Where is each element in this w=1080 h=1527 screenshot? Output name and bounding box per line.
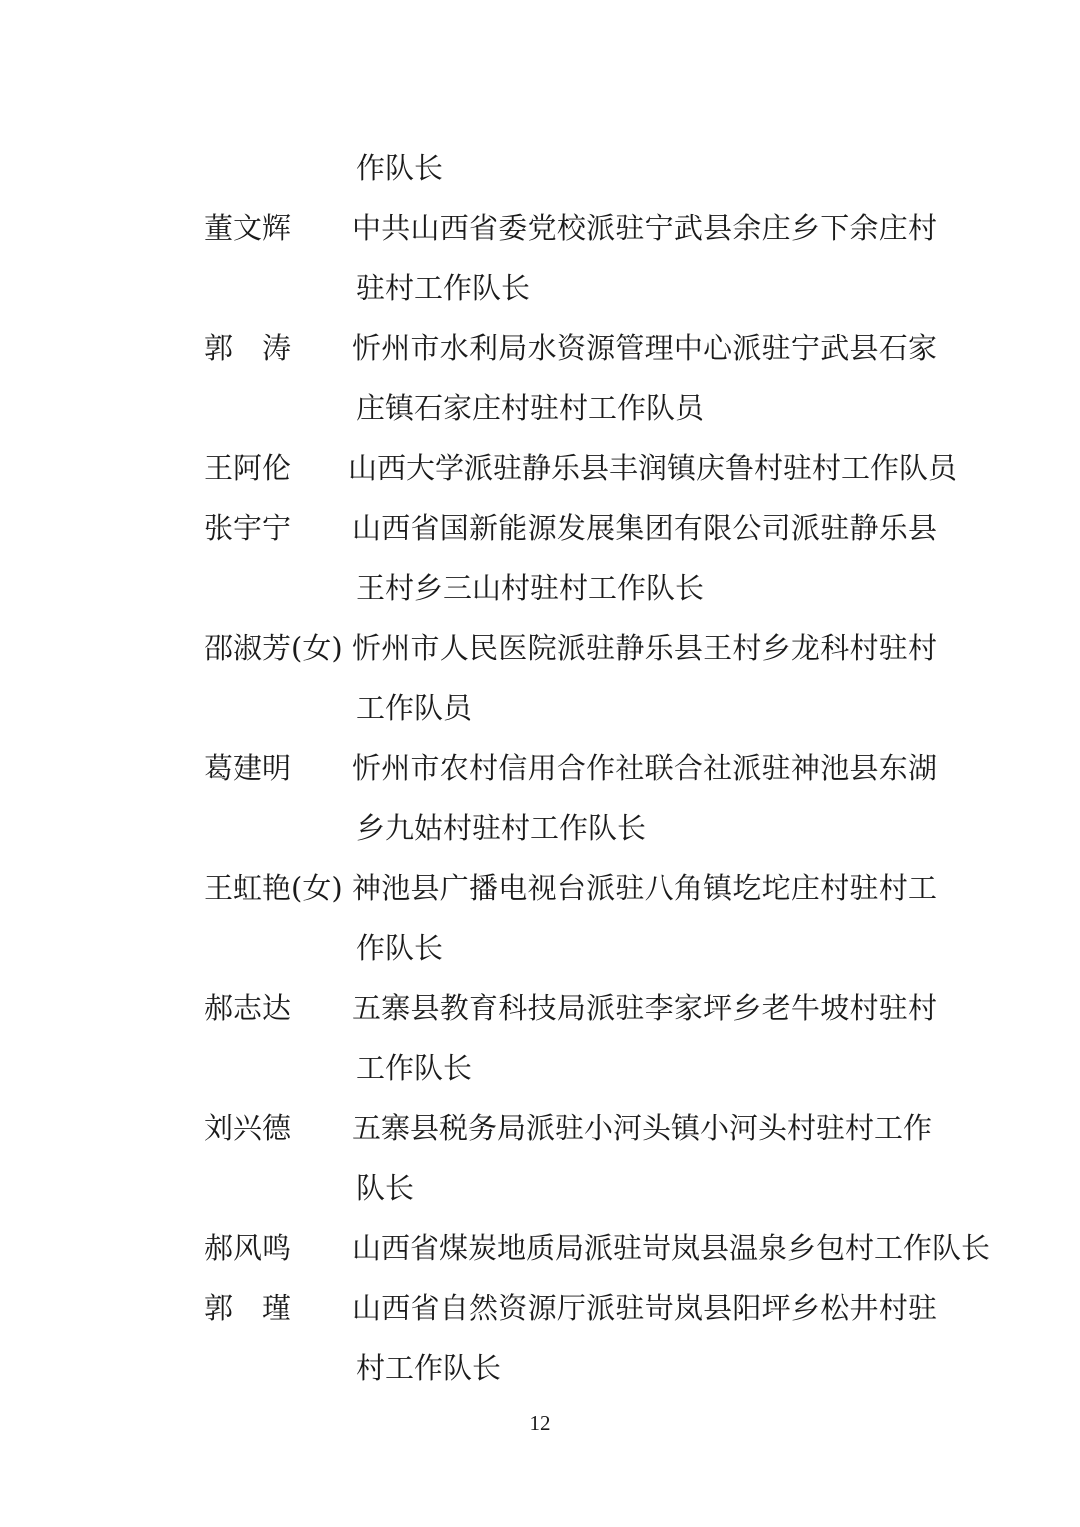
entry-description: 五寨县税务局派驻小河头镇小河头村驻村工作 <box>352 1111 933 1145</box>
entry-description: 山西大学派驻静乐县丰润镇庆鲁村驻村工作队员 <box>348 451 958 485</box>
entry-description-continued: 乡九姑村驻村工作队长 <box>356 811 647 845</box>
entry-name: 刘兴德 <box>204 1111 292 1145</box>
entry-name: 葛建明 <box>204 751 292 785</box>
entry-name: 郭 涛 <box>204 331 292 365</box>
entry-name: 郝风鸣 <box>204 1231 292 1265</box>
entry-description-continued: 驻村工作队长 <box>356 271 531 305</box>
entry-description-continued: 工作队长 <box>356 1051 473 1085</box>
entry-description-continued: 队长 <box>356 1171 415 1205</box>
entry-name: 王虹艳(女) <box>204 871 343 905</box>
entry-name: 郝志达 <box>204 991 292 1025</box>
entry-name: 邵淑芳(女) <box>204 631 343 665</box>
entry-description: 山西省自然资源厅派驻岢岚县阳坪乡松井村驻 <box>352 1291 937 1325</box>
entry-description-continued: 村工作队长 <box>356 1351 502 1385</box>
page-number: 12 <box>529 1411 551 1435</box>
entry-description: 忻州市农村信用合作社联合社派驻神池县东湖 <box>352 751 937 785</box>
entry-description: 神池县广播电视台派驻八角镇圪坨庄村驻村工 <box>352 871 937 905</box>
entry-description: 忻州市水利局水资源管理中心派驻宁武县石家 <box>352 331 937 365</box>
entry-description-continued: 庄镇石家庄村驻村工作队员 <box>356 391 705 425</box>
entry-description-continued: 王村乡三山村驻村工作队长 <box>356 571 705 605</box>
entry-description-continued: 工作队员 <box>356 691 473 725</box>
entry-name: 张宇宁 <box>204 511 292 545</box>
entry-description: 忻州市人民医院派驻静乐县王村乡龙科村驻村 <box>352 631 937 665</box>
entry-description-continued: 作队长 <box>356 931 444 965</box>
continued-entry-text: 作队长 <box>356 151 444 185</box>
entry-description: 中共山西省委党校派驻宁武县余庄乡下余庄村 <box>352 211 937 245</box>
entry-name: 郭 瑾 <box>204 1291 292 1325</box>
entry-description: 山西省煤炭地质局派驻岢岚县温泉乡包村工作队长 <box>352 1231 991 1265</box>
entry-description: 山西省国新能源发展集团有限公司派驻静乐县 <box>352 511 937 545</box>
entry-name: 王阿伦 <box>204 451 292 485</box>
entry-name: 董文辉 <box>204 211 292 245</box>
entry-description: 五寨县教育科技局派驻李家坪乡老牛坡村驻村 <box>352 991 937 1025</box>
